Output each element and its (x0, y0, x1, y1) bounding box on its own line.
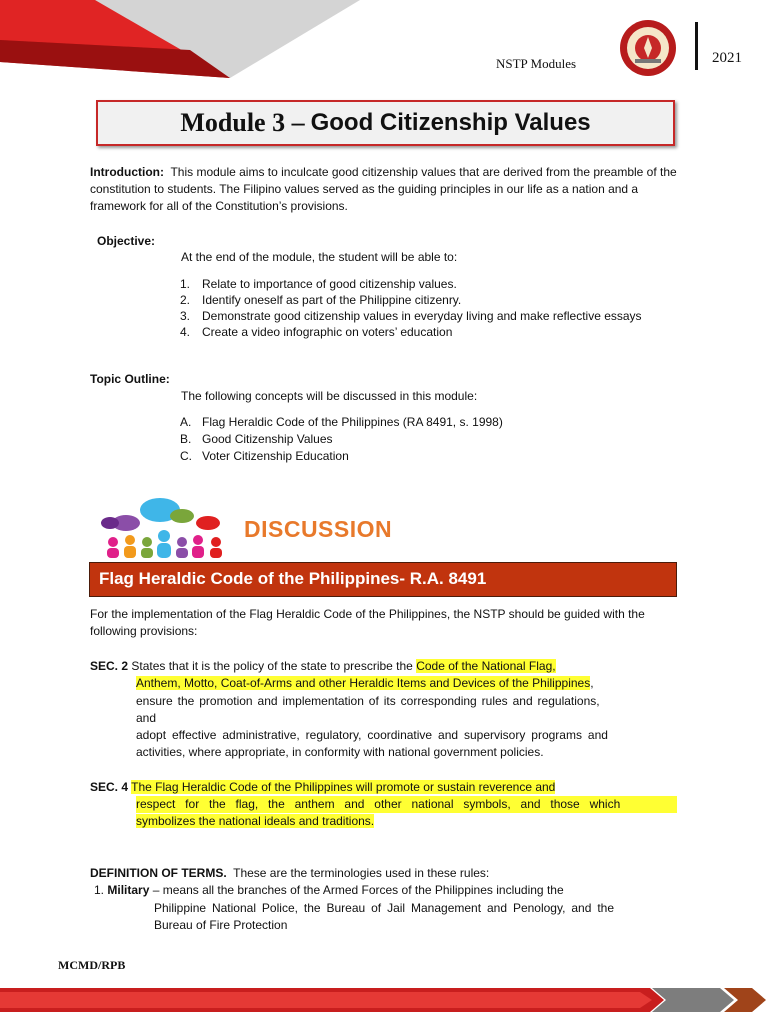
sec2-line4: and (136, 711, 157, 725)
definition-term: Military (107, 883, 150, 897)
sec2-highlight-1: Code of the National Flag, (416, 659, 556, 673)
module-title-box (96, 100, 675, 146)
module-title-name: Good Citizenship Values (310, 109, 591, 136)
topic-outline-label: Topic Outline: (90, 372, 170, 386)
definition-item-military: 1. Military – means all the branches of the Armed Forces of the Philippines including the (94, 883, 564, 897)
module-title-number: Module 3 – (180, 108, 305, 137)
sec2-line2: Anthem, Motto, Coat-of-Arms and other Heraldic Items and Devices of the Philippines, (136, 676, 594, 690)
university-seal-icon (610, 18, 686, 78)
sec2-line1: SEC. 2 States that it is the policy of the state to prescribe the Code of the National Flag, (90, 659, 556, 673)
list-item: 4. Create a video infographic on voters’ education (180, 325, 453, 339)
sec2-line6: activities, where appropriate, in conformity with national government policies. (136, 745, 544, 759)
definition-military-line2: Philippine National Police, the Bureau of Jail Management and Penology, and the (154, 901, 614, 915)
definitions-heading-line (90, 865, 489, 882)
list-item: A. Flag Heraldic Code of the Philippines (RA 8491, s. 1998) (180, 415, 503, 429)
sec2-line3: ensure the promotion and implementation of its corresponding rules and regulations, (136, 694, 600, 708)
list-item: 1. Relate to importance of good citizenship values. (180, 277, 457, 291)
definition-military-line3: Bureau of Fire Protection (154, 918, 288, 932)
footer-code: MCMD/RPB (58, 958, 126, 972)
list-item: 2. Identify oneself as part of the Philippine citizenry. (180, 293, 462, 307)
sec4-line1 (90, 779, 555, 796)
discussion-people-icon (98, 496, 238, 558)
footer-decoration (0, 984, 768, 1018)
sec4-label: SEC. 4 (90, 780, 129, 794)
objective-lead: At the end of the module, the student will be able to: (181, 250, 458, 264)
introduction-text: This module aims to inculcate good citizenship values that are derived from the preamble of the constitution to students. The Filipino values served as the guiding principles in our life as a nation and a framework for all of the Constitution’s provisions. (90, 165, 677, 213)
objective-label: Objective: (97, 234, 156, 248)
header-year: 2021 (712, 50, 742, 66)
sec2-line5: adopt effective administrative, regulatory, coordinative and supervisory programs and (136, 728, 608, 742)
header-divider (695, 22, 698, 70)
topic-outline-list (180, 414, 503, 465)
definitions-lead: These are the terminologies used in these rules: (233, 866, 490, 880)
list-item: C. Voter Citizenship Education (180, 449, 349, 463)
sec4-highlight-1: The Flag Heraldic Code of the Philippines will promote or sustain reverence and (131, 780, 556, 794)
list-item: 3. Demonstrate good citizenship values in everyday living and make reflective essays (180, 309, 642, 323)
list-item: B. Good Citizenship Values (180, 432, 333, 446)
sec2-highlight-2: Anthem, Motto, Coat-of-Arms and other Heraldic Items and Devices of the Philippines (136, 676, 591, 690)
definitions-label: DEFINITION OF TERMS. (90, 866, 227, 880)
implementation-paragraph: For the implementation of the Flag Heraldic Code of the Philippines, the NSTP should be guided with the following provisions: (90, 607, 645, 638)
section-banner: Flag Heraldic Code of the Philippines- R.A. 8491 (89, 562, 677, 597)
discussion-heading: DISCUSSION (244, 516, 393, 542)
topic-outline-lead: The following concepts will be discussed in this module: (181, 389, 478, 403)
introduction-label: Introduction: (90, 165, 164, 179)
sec4-line3 (136, 813, 374, 830)
sec4-highlight-3: symbolizes the national ideals and traditions. (136, 814, 375, 828)
introduction-paragraph (90, 164, 680, 215)
header-modules-label: NSTP Modules (496, 56, 577, 71)
sec2-label: SEC. 2 (90, 659, 129, 673)
objective-list (180, 276, 680, 340)
sec4-highlight-2: respect for the flag, the anthem and other national symbols, and those which (136, 796, 677, 813)
